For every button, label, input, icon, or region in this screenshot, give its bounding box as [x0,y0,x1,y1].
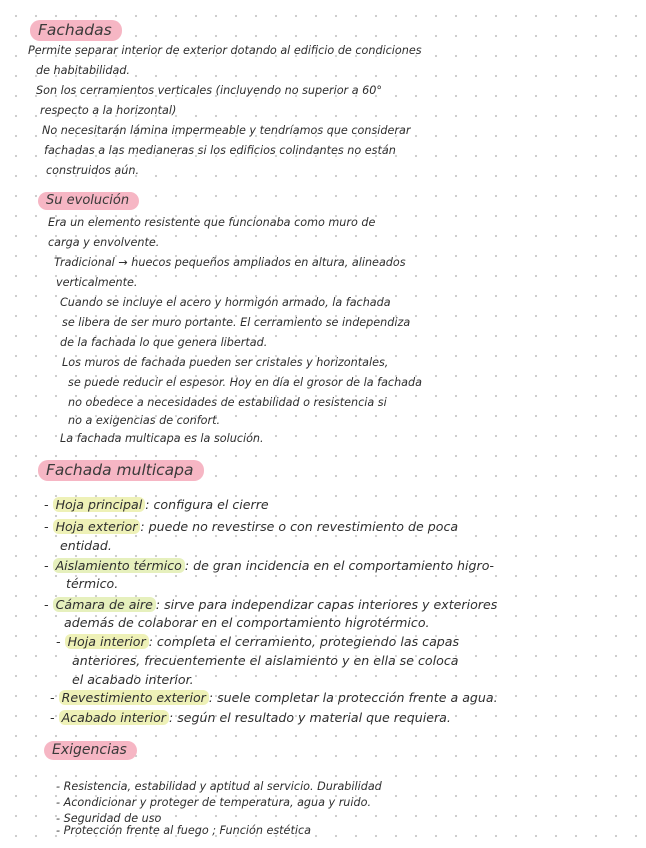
list-item-cont: el acabado interior. [72,672,194,687]
highlighted-term: Aislamiento térmico [53,558,185,573]
highlighted-term: Hoja interior [65,634,149,649]
text-line: La fachada multicapa es la solución. [60,432,264,445]
text-line: Son los cerramientos verticales (incluyendo no superior a 60° [36,84,382,97]
list-item: - Acabado interior : según el resultado y material que requiera. [50,710,451,725]
list-item: - Hoja principal : configura el cierre [44,497,269,512]
text-line: Tradicional → huecos pequeños ampliados en altura, alineados [54,256,406,269]
heading-exigencias: Exigencias [44,741,137,760]
text-line: verticalmente. [56,276,138,289]
list-item-cont: térmico. [66,576,119,591]
text-line: no obedece a necesidades de estabilidad o resistencia si [68,396,387,409]
text-line: no a exigencias de confort. [68,414,221,427]
list-item: - Hoja interior : completa el cerramiento, protegiendo las capas [56,634,460,649]
text-line: de la fachada lo que genera libertad. [60,336,268,349]
highlighted-term: Hoja exterior [53,519,141,534]
list-item: - Aislamiento térmico : de gran incidencia en el comportamiento higro- [44,558,494,573]
text-line: - Acondicionar y proteger de temperatura, agua y ruido. [56,796,372,809]
list-item: - Revestimiento exterior : suele completar la protección frente a agua. [50,690,498,705]
list-item-cont: además de colaborar en el comportamiento higrotérmico. [64,615,430,630]
text-line: Era un elemento resistente que funcionaba como muro de [48,216,376,229]
text-line: Cuando se incluye el acero y hormigón armado, la fachada [60,296,391,309]
text-line: de habitabilidad. [36,64,130,77]
list-item: - Cámara de aire : sirve para independizar capas interiores y exteriores [44,597,498,612]
highlighted-term: Cámara de aire [53,597,156,612]
text-line: Permite separar interior de exterior dotando al edificio de condiciones [28,44,422,57]
text-line: - Resistencia, estabilidad y aptitud al servicio. Durabilidad [56,780,382,793]
text-line: - Seguridad de uso [56,812,162,825]
text-line: Los muros de fachada pueden ser cristales y horizontales, [62,356,389,369]
heading-fachadas: Fachadas [30,20,122,41]
text-line: construidos aún. [46,164,140,177]
text-line: se libera de ser muro portante. El cerramiento se independiza [62,316,411,329]
list-item-cont: anteriores, frecuentemente el aislamiento y en ella se coloca [72,653,459,668]
heading-su-evolucion: Su evolución [38,192,139,210]
highlighted-term: Hoja principal [53,497,146,512]
heading-fachada-multicapa: Fachada multicapa [38,460,204,481]
text-line: se puede reducir el espesor. Hoy en día el grosor de la fachada [68,376,422,389]
highlighted-term: Revestimiento exterior [59,690,209,705]
text-line: respecto a la horizontal) [40,104,177,117]
text-line: carga y envolvente. [48,236,160,249]
list-item: - Hoja exterior : puede no revestirse o con revestimiento de poca [44,519,459,534]
text-line: - Protección frente al fuego ; Función estética [56,824,311,837]
highlighted-term: Acabado interior [59,710,169,725]
text-line: fachadas a las medianeras si los edificios colindantes no están [44,144,396,157]
list-item-cont: entidad. [60,538,112,553]
text-line: No necesitarán lámina impermeable y tendríamos que considerar [42,124,411,137]
